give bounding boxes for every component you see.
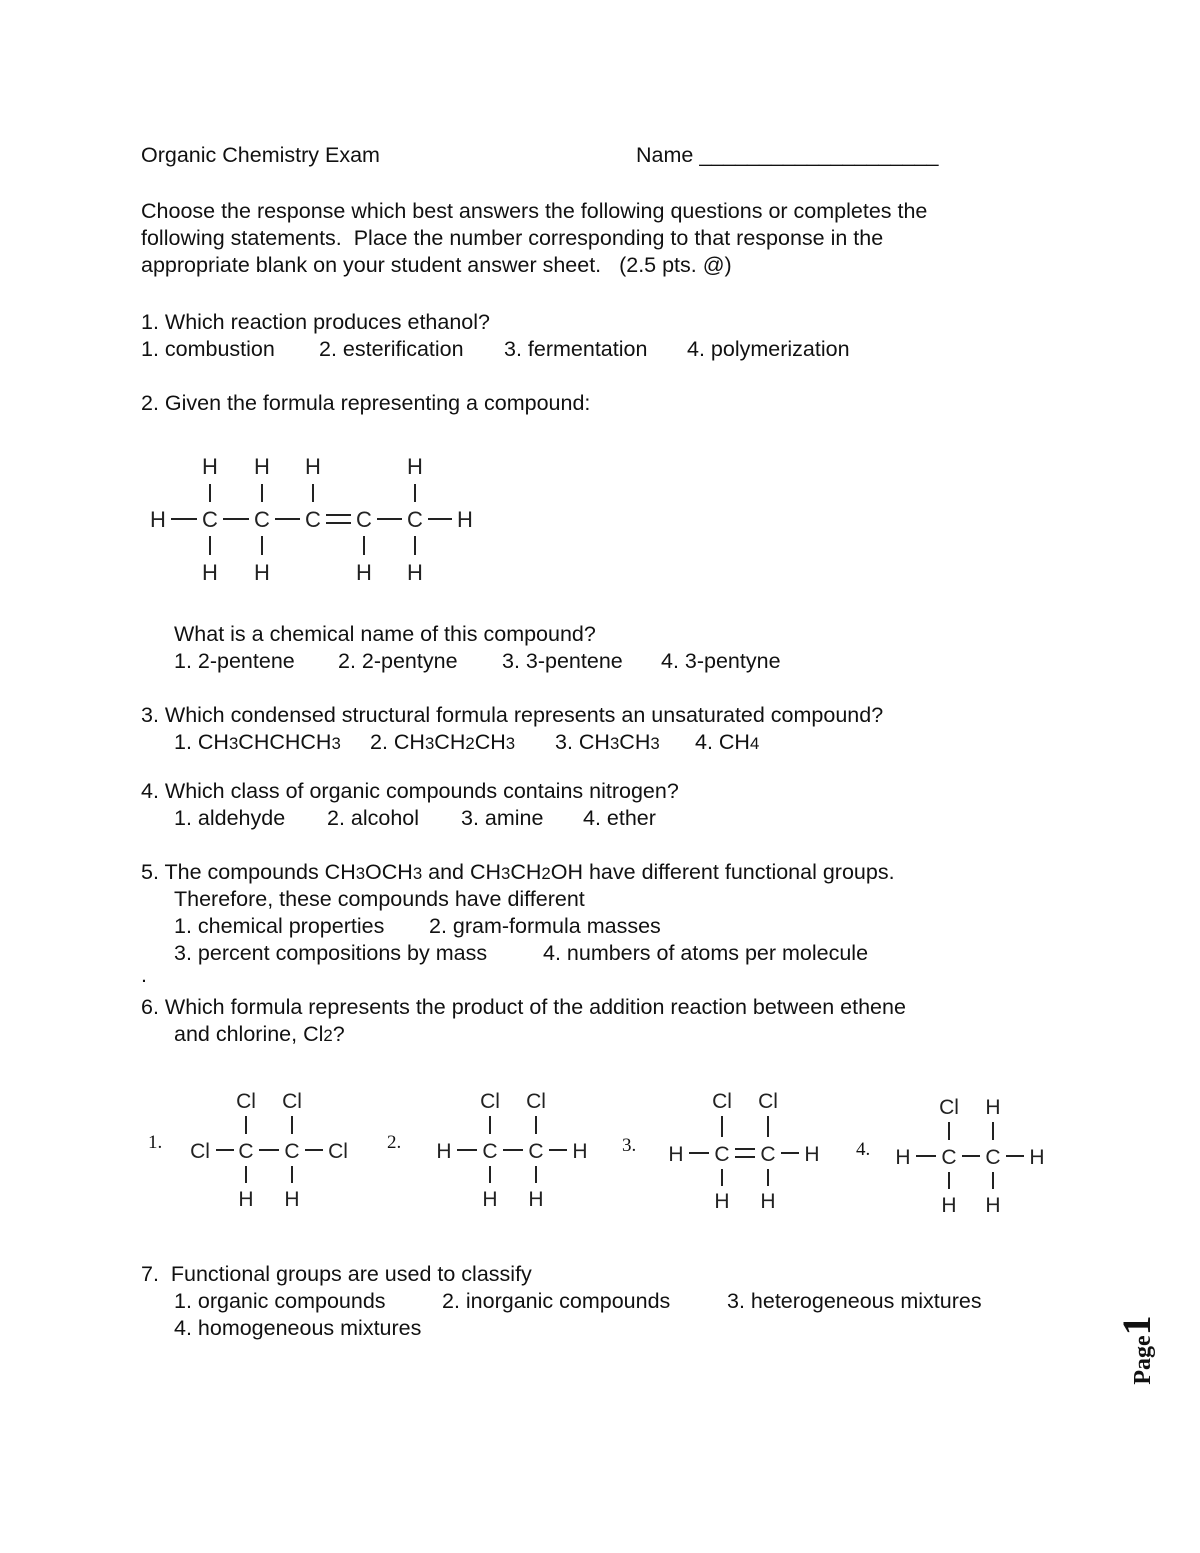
svg-text:H: H	[150, 507, 166, 532]
question-1-option-1: 1. combustion	[141, 337, 275, 361]
svg-text:C: C	[356, 507, 372, 532]
svg-text:C: C	[305, 507, 321, 532]
question-5-option-3: 3. percent compositions by mass	[174, 941, 488, 965]
question-6-option-3-structure	[660, 1082, 830, 1212]
svg-text:C: C	[941, 1146, 957, 1169]
svg-text:H: H	[407, 560, 423, 585]
question-4-option-2: 2. alcohol	[327, 806, 420, 830]
question-5-stem-line-2: Therefore, these compounds have different	[174, 887, 585, 911]
question-6-option-4-structure	[887, 1088, 1057, 1218]
question-2-option-1: 1. 2-pentene	[174, 649, 295, 673]
svg-text:H: H	[436, 1140, 452, 1163]
question-6-option-1-label: 1.	[148, 1132, 163, 1153]
question-4-option-1: 1. aldehyde	[174, 806, 286, 830]
question-5-stem-line-1: 5. The compounds CH3OCH3 and CH3CH2OH have different functional groups.	[141, 860, 895, 884]
question-6-option-1-structure	[180, 1082, 360, 1212]
svg-text:C: C	[202, 507, 218, 532]
question-5-option-1: 1. chemical properties	[174, 914, 385, 938]
question-2-option-2: 2. 2-pentyne	[338, 649, 458, 673]
svg-text:H: H	[804, 1143, 820, 1166]
question-3-option-3: 3. CH3CH3	[555, 730, 660, 754]
page-label: Page	[1130, 1335, 1156, 1385]
question-3-option-2: 2. CH3CH2CH3	[370, 730, 516, 754]
svg-text:H: H	[985, 1096, 1001, 1119]
svg-text:H: H	[760, 1190, 776, 1212]
question-2-option-4: 4. 3-pentyne	[661, 649, 781, 673]
question-6-option-3-label: 3.	[622, 1135, 637, 1156]
svg-text:H: H	[202, 560, 218, 585]
svg-text:C: C	[528, 1140, 544, 1163]
svg-text:H: H	[305, 454, 321, 479]
svg-text:H: H	[356, 560, 372, 585]
name-field-label: Name ____________________	[636, 143, 939, 167]
question-5-option-2: 2. gram-formula masses	[429, 914, 661, 938]
question-1-option-4: 4. polymerization	[687, 337, 850, 361]
svg-text:C: C	[238, 1140, 254, 1163]
pentene-structure	[140, 448, 500, 593]
svg-text:Cl: Cl	[236, 1090, 256, 1113]
page-number-value: 1	[1114, 1315, 1159, 1336]
svg-text:H: H	[254, 454, 270, 479]
question-2-sub-stem: What is a chemical name of this compound?	[174, 622, 596, 646]
svg-text:H: H	[895, 1146, 911, 1169]
question-6-option-2-label: 2.	[387, 1132, 402, 1153]
svg-text:H: H	[407, 454, 423, 479]
svg-text:H: H	[457, 507, 473, 532]
question-3-stem: 3. Which condensed structural formula represents an unsaturated compound?	[141, 703, 884, 727]
question-4-stem: 4. Which class of organic compounds contains nitrogen?	[141, 779, 679, 803]
svg-text:Cl: Cl	[939, 1096, 959, 1119]
page-number	[1114, 1305, 1163, 1395]
svg-text:Cl: Cl	[328, 1140, 348, 1163]
question-6-option-4-label: 4.	[856, 1139, 871, 1160]
svg-text:Cl: Cl	[190, 1140, 210, 1163]
question-6-stem-line-2: and chlorine, Cl2?	[174, 1022, 345, 1046]
question-3-option-4: 4. CH4	[695, 730, 760, 754]
svg-text:C: C	[254, 507, 270, 532]
question-7-option-3: 3. heterogeneous mixtures	[727, 1289, 982, 1313]
question-7-option-4: 4. homogeneous mixtures	[174, 1316, 422, 1340]
svg-text:H: H	[202, 454, 218, 479]
question-7-option-1: 1. organic compounds	[174, 1289, 386, 1313]
svg-text:H: H	[528, 1188, 544, 1211]
svg-text:H: H	[482, 1188, 498, 1211]
svg-text:H: H	[985, 1194, 1001, 1217]
svg-text:H: H	[254, 560, 270, 585]
stray-period: .	[141, 963, 147, 987]
question-3-option-1: 1. CH3CHCHCH3	[174, 730, 341, 754]
question-2-stem: 2. Given the formula representing a compound:	[141, 391, 591, 415]
question-6-stem-line-1: 6. Which formula represents the product of the addition reaction between ethene	[141, 995, 906, 1019]
svg-text:C: C	[407, 507, 423, 532]
instructions-line-3: appropriate blank on your student answer sheet. (2.5 pts. @)	[141, 253, 732, 277]
exam-title: Organic Chemistry Exam	[141, 143, 380, 167]
svg-text:H: H	[668, 1143, 684, 1166]
question-1-stem: 1. Which reaction produces ethanol?	[141, 310, 490, 334]
svg-text:Cl: Cl	[526, 1090, 546, 1113]
svg-text:H: H	[238, 1188, 254, 1211]
question-4-option-3: 3. amine	[461, 806, 544, 830]
svg-text:H: H	[1029, 1146, 1045, 1169]
question-7-option-2: 2. inorganic compounds	[442, 1289, 671, 1313]
svg-text:C: C	[985, 1146, 1001, 1169]
question-5-option-4: 4. numbers of atoms per molecule	[543, 941, 869, 965]
svg-text:Cl: Cl	[480, 1090, 500, 1113]
svg-text:Cl: Cl	[282, 1090, 302, 1113]
question-1-option-2: 2. esterification	[319, 337, 464, 361]
svg-text:Cl: Cl	[712, 1090, 732, 1113]
question-4-option-4: 4. ether	[583, 806, 656, 830]
svg-text:H: H	[284, 1188, 300, 1211]
instructions-line-2: following statements. Place the number corresponding to that response in the	[141, 226, 884, 250]
question-1-option-3: 3. fermentation	[504, 337, 648, 361]
svg-text:H: H	[941, 1194, 957, 1217]
svg-text:Cl: Cl	[758, 1090, 778, 1113]
instructions-line-1: Choose the response which best answers the following questions or completes the	[141, 199, 928, 223]
question-6-option-2-structure	[428, 1082, 598, 1212]
svg-text:C: C	[714, 1143, 730, 1166]
question-7-stem: 7. Functional groups are used to classify	[141, 1262, 532, 1286]
svg-text:C: C	[760, 1143, 776, 1166]
svg-text:C: C	[284, 1140, 300, 1163]
svg-text:H: H	[714, 1190, 730, 1212]
svg-text:C: C	[482, 1140, 498, 1163]
svg-text:H: H	[572, 1140, 588, 1163]
question-2-option-3: 3. 3-pentene	[502, 649, 623, 673]
